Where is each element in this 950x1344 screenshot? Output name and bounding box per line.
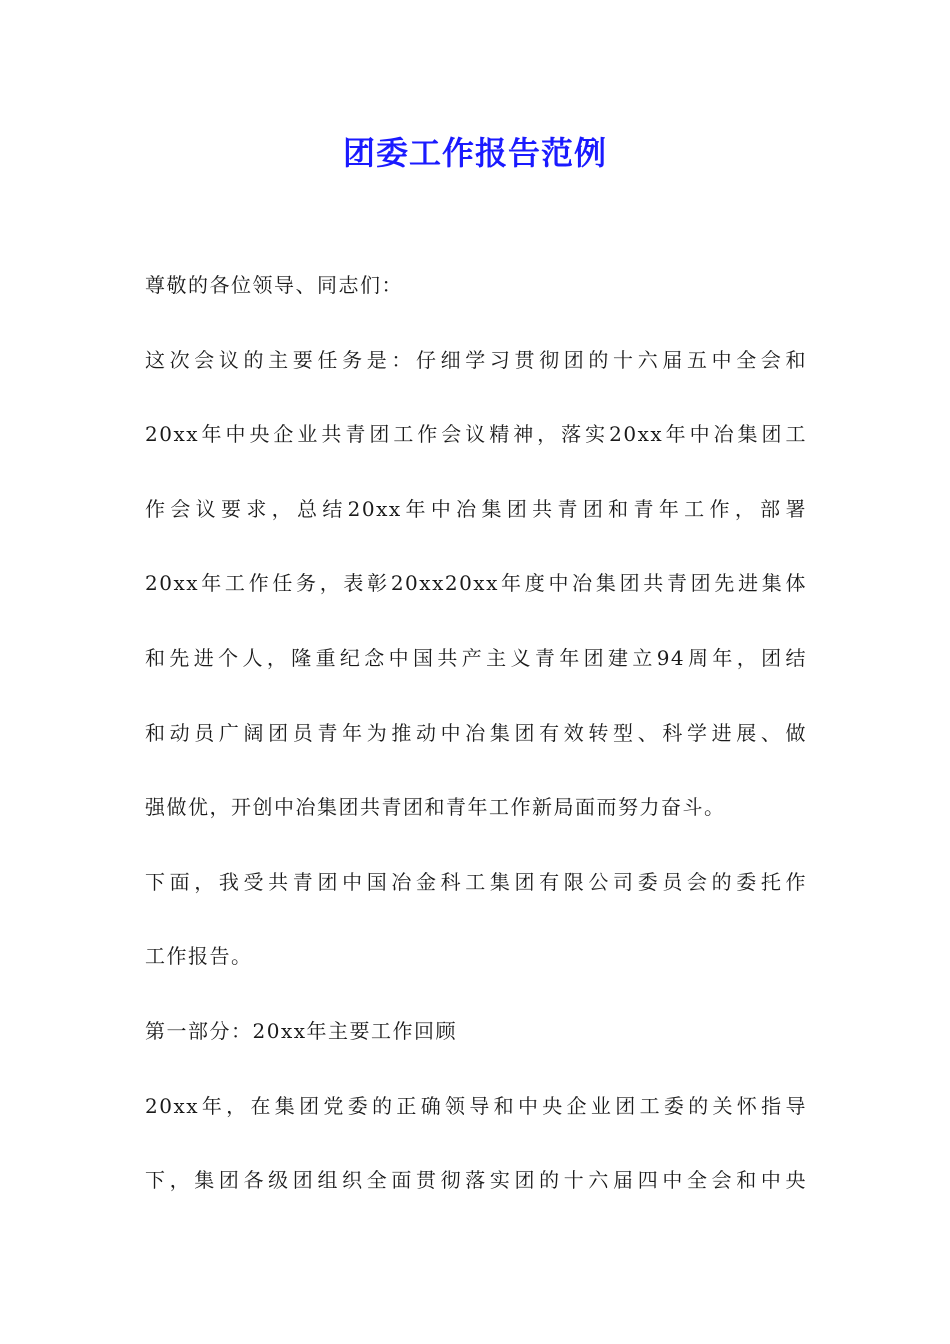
salutation-line: 尊敬的各位领导、同志们： (145, 273, 403, 297)
paragraph-line: 和先进个人，隆重纪念中国共产主义青年团建立94周年，团结 (145, 645, 807, 670)
paragraph-line: 20xx年中央企业共青团工作会议精神，落实20xx年中冶集团工 (145, 422, 807, 447)
document-title: 团委工作报告范例 (342, 134, 607, 172)
paragraph-line: 下面，我受共青团中国冶金科工集团有限公司委员会的委托作 (145, 869, 807, 894)
paragraph-line: 下，集团各级团组织全面贯彻落实团的十六届四中全会和中央 (145, 1168, 807, 1193)
paragraph-line: 20xx年，在集团党委的正确领导和中央企业团工委的关怀指导 (145, 1093, 807, 1118)
paragraph-line: 这次会议的主要任务是：仔细学习贯彻团的十六届五中全会和 (145, 347, 807, 372)
document-body (145, 262, 807, 1232)
paragraph-line: 和动员广阔团员青年为推动中冶集团有效转型、科学进展、做 (145, 720, 807, 745)
paragraph-line: 强做优，开创中冶集团共青团和青年工作新局面而努力奋斗。 (145, 795, 726, 820)
paragraph-line: 20xx年工作任务，表彰20xx20xx年度中冶集团共青团先进集体 (145, 571, 807, 596)
section-heading: 第一部分：20xx年主要工作回顾 (145, 1018, 458, 1043)
paragraph-line: 作会议要求，总结20xx年中冶集团共青团和青年工作，部署 (145, 496, 807, 521)
paragraph-line: 工作报告。 (145, 944, 253, 969)
